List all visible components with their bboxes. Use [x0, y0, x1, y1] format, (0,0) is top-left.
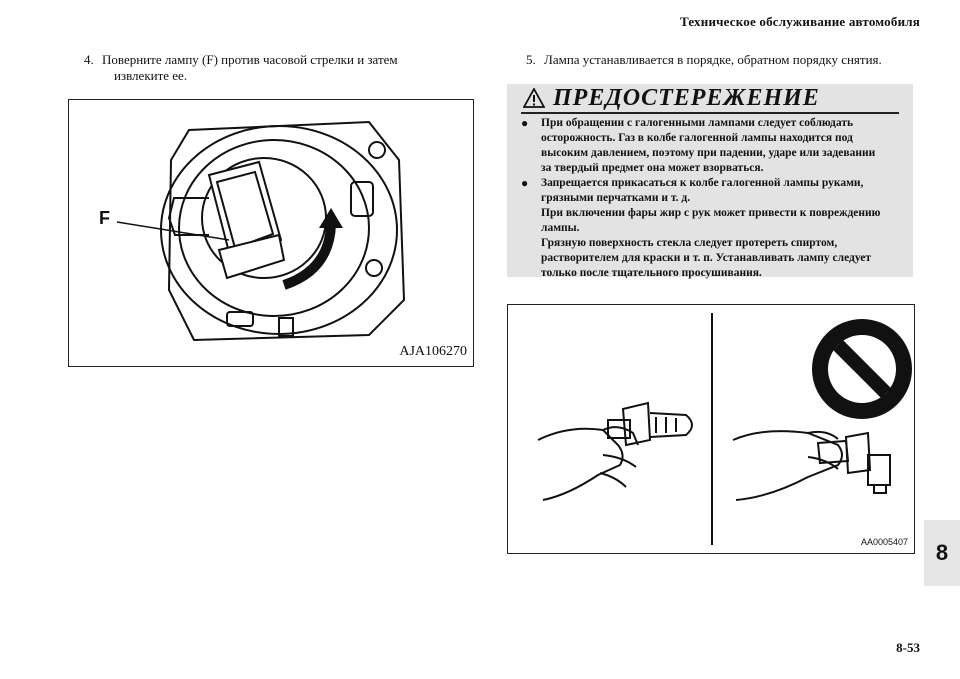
caution-body	[521, 116, 901, 281]
caution-line: Грязную поверхность стекла следует протереть спиртом,	[541, 237, 838, 249]
caution-box	[507, 84, 913, 277]
step-text-line: Поверните лампу (F) против часовой стрелки и затем	[102, 52, 398, 67]
page-number: 8-53	[896, 640, 920, 655]
caution-line: только после тщательного просушивания.	[541, 267, 762, 279]
caution-rule	[521, 112, 899, 114]
chapter-tab[interactable]: 8	[924, 520, 960, 586]
caution-line: При обращении с галогенными лампами следует соблюдать	[541, 117, 854, 129]
bullet-icon: ●	[521, 176, 529, 190]
figure-bulb-handling	[507, 304, 915, 554]
caution-line: грязными перчатками и т. д.	[541, 192, 691, 204]
step-number: 5.	[526, 52, 536, 67]
caution-line: высоким давлением, поэтому при падении, ударе или задевании	[541, 147, 876, 159]
caution-bullet	[521, 116, 901, 176]
caution-bullet	[521, 176, 901, 281]
step-number: 4.	[84, 52, 94, 67]
figure-code: AA0005407	[860, 537, 908, 547]
figure-code: AJA106270	[399, 344, 467, 359]
bulb-handling-illustration	[508, 305, 914, 553]
caution-title: ПРЕДОСТЕРЕЖЕНИЕ	[553, 85, 820, 111]
caution-line: за твердый предмет она может взорваться.	[541, 162, 764, 174]
part-label-f: F	[99, 208, 110, 228]
caution-line: При включении фары жир с рук может привести к повреждению	[541, 207, 881, 219]
caution-line: Запрещается прикасаться к колбе галогенной лампы руками,	[541, 177, 864, 189]
bullet-icon: ●	[521, 116, 529, 130]
step-text: Лампа устанавливается в порядке, обратном порядку снятия.	[544, 52, 882, 67]
figure-fog-lamp-removal	[68, 99, 474, 367]
fog-lamp-illustration	[69, 100, 473, 366]
step-4	[84, 52, 484, 84]
caution-header	[507, 84, 913, 112]
step-5	[526, 52, 926, 68]
section-header: Техническое обслуживание автомобиля	[679, 14, 920, 29]
caution-line: растворителем для краски и т. п. Устанавливать лампу следует	[541, 252, 871, 264]
prohibition-icon	[812, 319, 912, 419]
caution-line: лампы.	[541, 222, 580, 234]
caution-line: осторожность. Газ в колбе галогенной лампы находится под	[541, 132, 853, 144]
step-text-line: извлеките ее.	[114, 68, 188, 83]
warning-triangle-icon	[523, 88, 545, 108]
